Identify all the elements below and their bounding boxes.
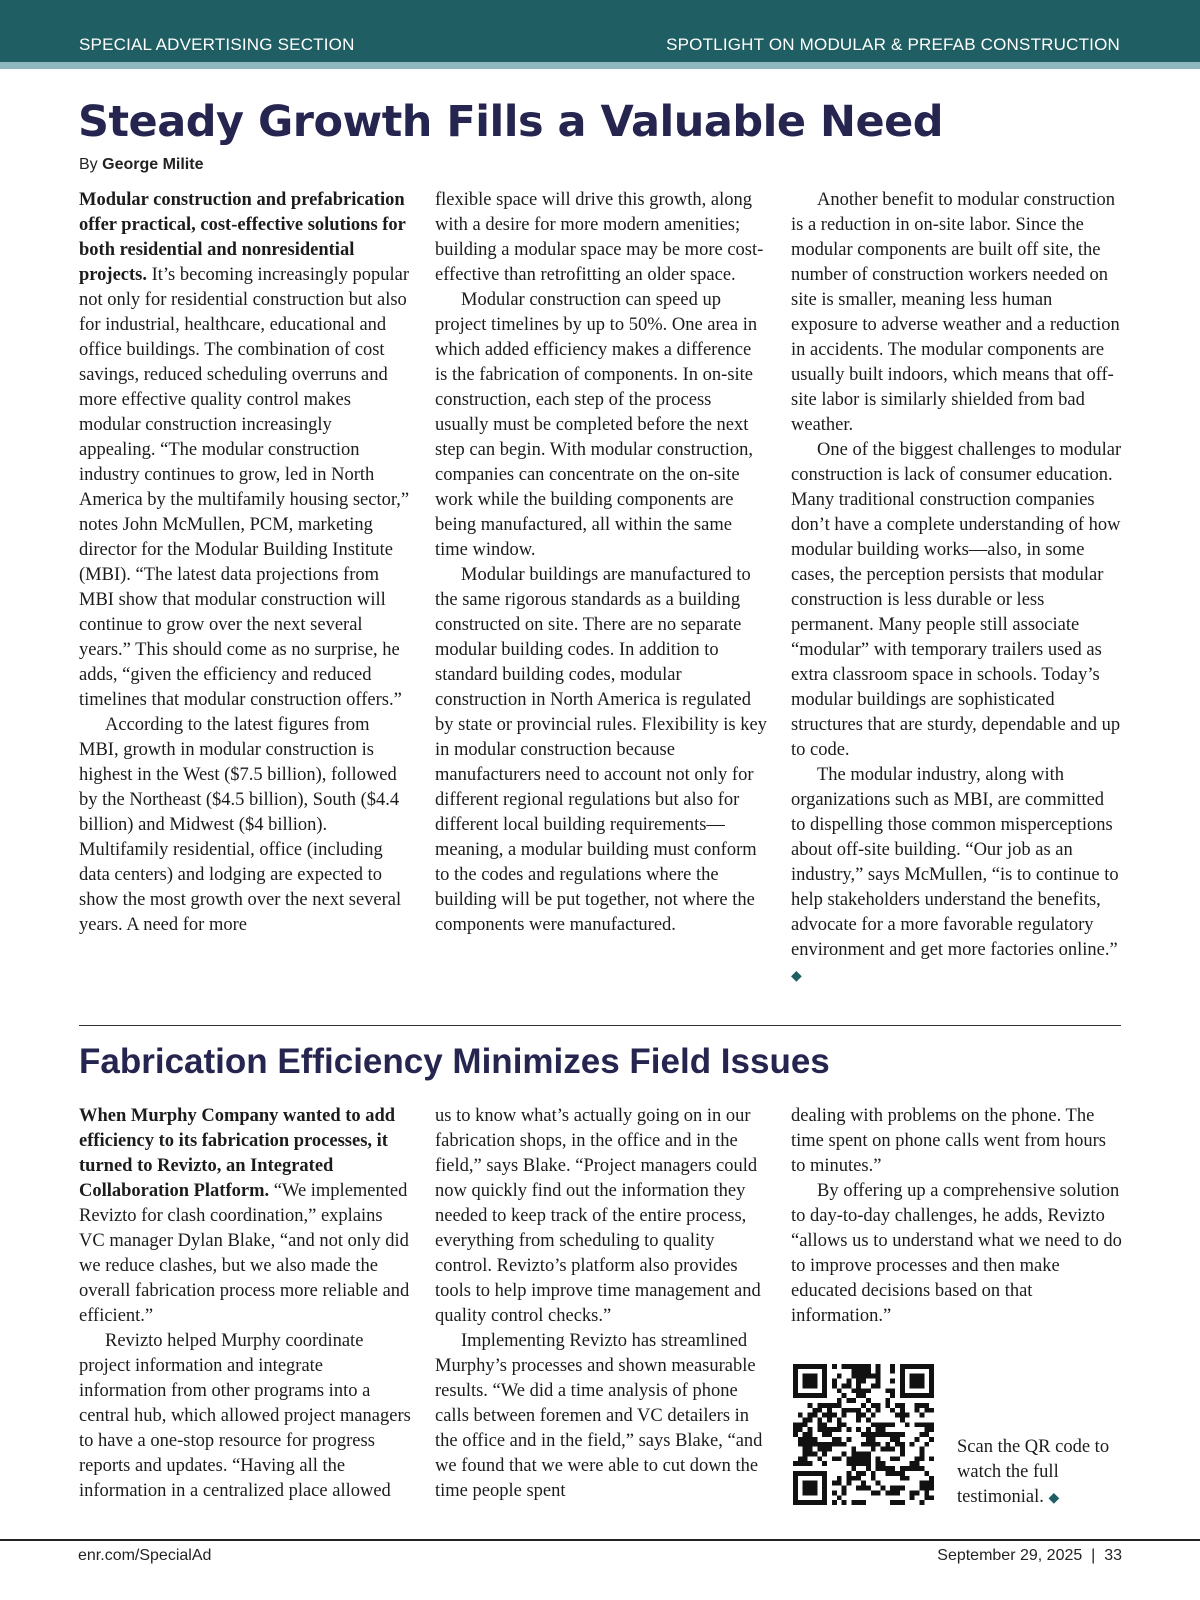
- byline-prefix: By: [79, 156, 98, 173]
- lead-in: Modular construction and prefabrication offer practical, cost-effective solutions for both residential and nonresidential projects.: [79, 190, 406, 285]
- footer-divider: [0, 1539, 1200, 1541]
- section-label: SPECIAL ADVERTISING SECTION: [79, 35, 355, 54]
- section-divider: [79, 1025, 1121, 1026]
- paragraph: flexible space will drive this growth, along with a desire for more modern amenities; building a modular space may be more cost-effective than retrofitting an older space.: [435, 190, 764, 285]
- article2-column-2: [435, 1104, 767, 1504]
- paragraph: One of the biggest challenges to modular construction is lack of consumer education. Many traditional construction companies don’t have a complete understanding of how modular building works—also, in some cases, the perception persists that modular construction is less durable or less permanent. Many people still associate “modular” with temporary trailers used as extra classroom space in schools. Today’s modular buildings are sophisticated structures that are sturdy, dependable and up to code.: [791, 440, 1122, 760]
- paragraph: Implementing Revizto has streamlined Murphy’s processes and shown measurable results. “We did a time analysis of phone calls between foremen and VC detailers in the office and in the field,” says Blake, “and we found that we were able to cut down the time people spent: [435, 1331, 763, 1501]
- footer-url[interactable]: enr.com/SpecialAd: [78, 1547, 212, 1564]
- article-title: Steady Growth Fills a Valuable Need: [78, 97, 944, 147]
- paragraph: Another benefit to modular construction is a reduction in on-site labor. Since the modular components are built off site, the number of construction workers needed on site is smaller, meaning less human exposure to adverse weather and a reduction in accidents. The modular components are usually built indoors, which means that off-site labor is similarly shielded from bad weather.: [791, 190, 1120, 435]
- lead-in: When Murphy Company wanted to add efficiency to its fabrication processes, it turned to Revizto, an Integrated Collaboration Platform.: [79, 1106, 396, 1201]
- end-mark-icon: ◆: [791, 969, 802, 984]
- qr-code[interactable]: [793, 1364, 934, 1505]
- article2-title: Fabrication Efficiency Minimizes Field Issues: [79, 1042, 830, 1081]
- byline: [79, 156, 203, 174]
- article2-column-1: [79, 1104, 411, 1504]
- article1-column-1: [79, 188, 411, 938]
- article2-column-3: [791, 1104, 1123, 1329]
- article1-column-2: [435, 188, 767, 938]
- paragraph: Modular buildings are manufactured to the same rigorous standards as a building constructed on site. There are no separate modular building codes. In addition to standard building codes, modular construction in North America is regulated by state or provincial rules. Flexibility is key in modular construction because manufacturers need to account not only for different regional regulations but also for different local building requirements—meaning, a modular building must conform to the codes and regulations where the building will be put together, not where the components were manufactured.: [435, 565, 767, 935]
- paragraph: According to the latest figures from MBI, growth in modular construction is highest in the West ($7.5 billion), followed by the Northeast ($4.5 billion), South ($4.4 billion) and Midwest ($4 billion). Multifamily residential, office (including data centers) and lodging are expected to show the most growth over the next several years. A need for more: [79, 715, 402, 935]
- paragraph: us to know what’s actually going on in our fabrication shops, in the office and in the field,” says Blake. “Project managers could now quickly find out the information they needed to keep track of the entire process, everything from scheduling to quality control. Revizto’s platform also provides tools to help improve time management and quality control checks.”: [435, 1106, 761, 1326]
- article1-column-3: [791, 188, 1123, 989]
- paragraph: Revizto helped Murphy coordinate project information and integrate information from other programs into a central hub, which allowed project managers to have a one-stop resource for progress reports and updates. “Having all the information in a centralized place allowed: [79, 1331, 411, 1501]
- header-accent-strip: [0, 62, 1200, 69]
- paragraph: Modular construction and prefabrication offer practical, cost-effective solutions for both residential and nonresidential projects. It’s becoming increasingly popular not only for residential construction but also for industrial, healthcare, educational and office buildings. The combination of cost savings, reduced scheduling overruns and more effective quality control makes modular construction increasingly appealing. “The modular construction industry continues to grow, led in North America by the multifamily housing sector,” notes John McMullen, PCM, marketing director for the Modular Building Institute (MBI). “The latest data projections from MBI show that modular construction will continue to grow over the next several years.” This should come as no surprise, he adds, “given the efficiency and reduced timelines that modular construction offers.”: [79, 190, 410, 710]
- footer-date-page: September 29, 2025 | 33: [937, 1547, 1122, 1564]
- end-mark-icon: ◆: [1048, 1491, 1060, 1506]
- paragraph: Modular construction can speed up project timelines by up to 50%. One area in which added efficiency makes a difference is the fabrication of components. In on-site construction, each step of the process usually must be completed before the next step can begin. With modular construction, companies can concentrate on the on-site work while the building components are being manufactured, all within the same time window.: [435, 290, 758, 560]
- header-bar: [0, 0, 1200, 62]
- qr-caption: Scan the QR code to watch the full testimonial. ◆: [957, 1437, 1110, 1507]
- spotlight-label: SPOTLIGHT ON MODULAR & PREFAB CONSTRUCTION: [666, 35, 1120, 54]
- paragraph: When Murphy Company wanted to add efficiency to its fabrication processes, it turned to Revizto, an Integrated Collaboration Platform. “We implemented Revizto for clash coordination,” explains VC manager Dylan Blake, “and not only did we reduce clashes, but we also made the overall fabrication process more reliable and efficient.”: [79, 1106, 410, 1326]
- paragraph: By offering up a comprehensive solution to day-to-day challenges, he adds, Revizto “allows us to understand what we need to do to improve processes and then make educated decisions based on that information.”: [791, 1181, 1122, 1326]
- paragraph: dealing with problems on the phone. The time spent on phone calls went from hours to minutes.”: [791, 1106, 1106, 1176]
- paragraph: The modular industry, along with organizations such as MBI, are committed to dispelling those common misperceptions about off-site building. “Our job as an industry,” says McMullen, “is to continue to help stakeholders understand the benefits, advocate for a more favorable regulatory environment and get more factories online.” ◆: [791, 765, 1119, 984]
- author-name: George Milite: [102, 156, 204, 173]
